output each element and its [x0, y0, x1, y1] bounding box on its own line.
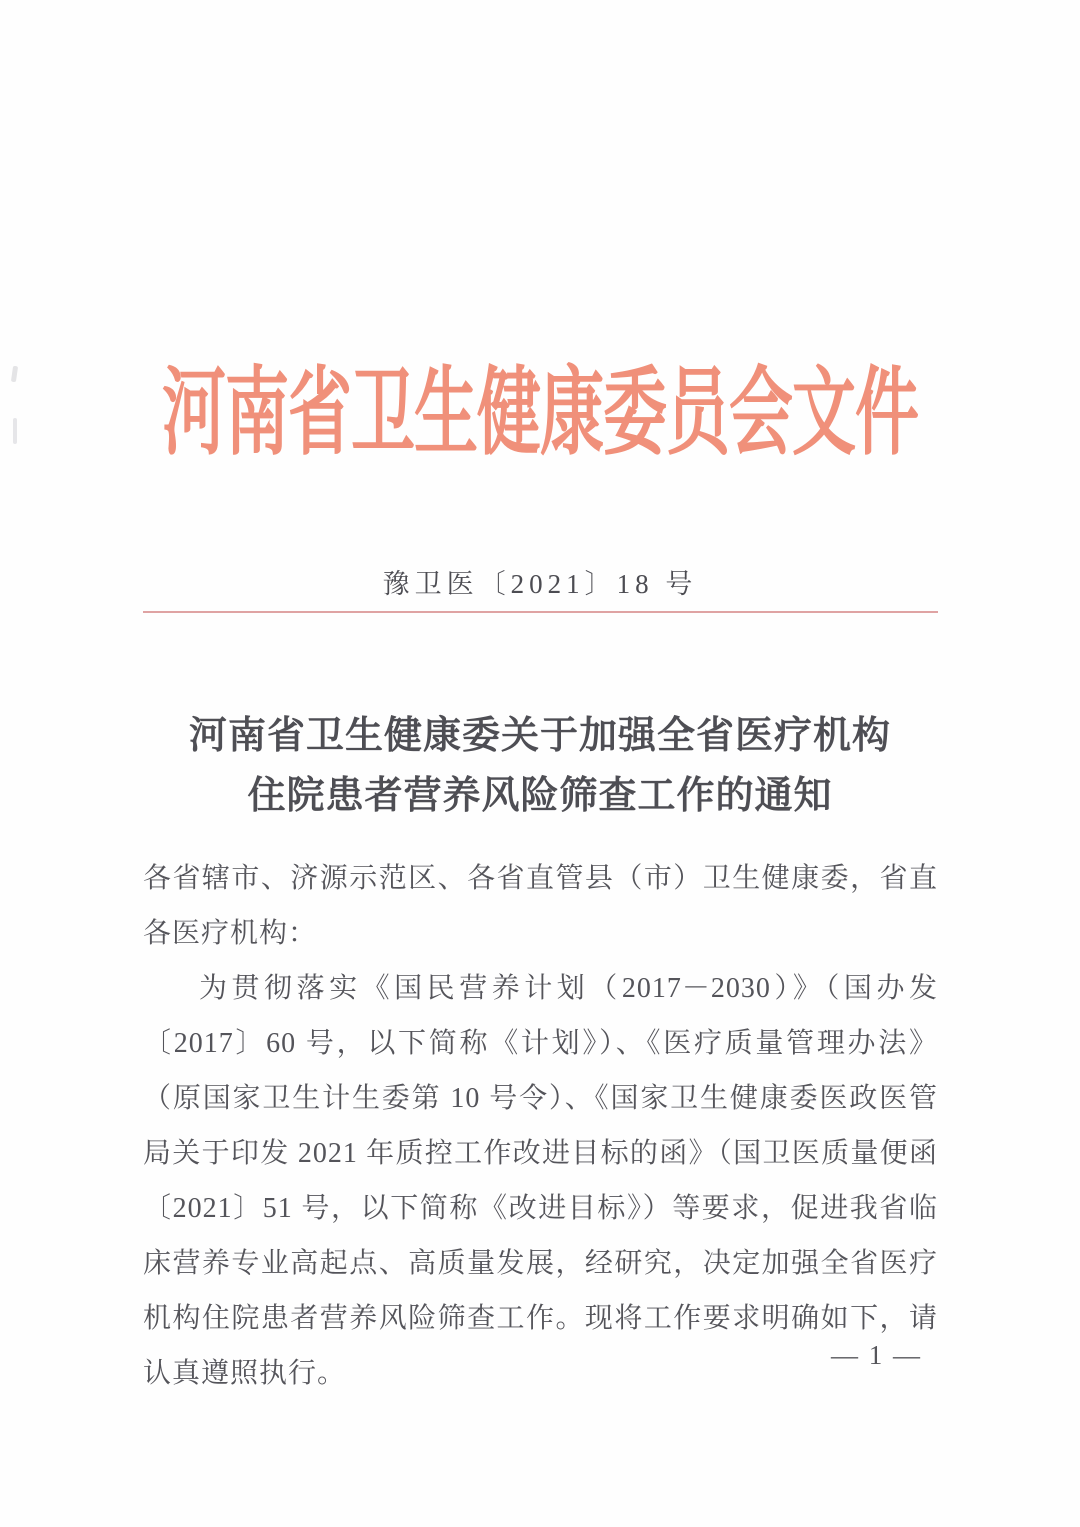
document-body [143, 851, 938, 1401]
red-divider-line [143, 611, 938, 613]
notice-title-line2: 住院患者营养风险筛查工作的通知 [247, 775, 833, 817]
body-paragraph: 为贯彻落实《国民营养计划（2017－2030）》（国办发〔2017〕60 号，以下简称《计划》）、《医疗质量管理办法》（原国家卫生计生委第 10 号令）、《国家卫生健康委医政医管局关于印发 2021 年质控工作改进目标的函》（国卫医质量便函〔2021〕51 号，以下简称《改进目标》）等要求，促进我省临床营养专业高起点、高质量发展，经研究，决定加强全省医疗机构住院患者营养风险筛查工作。现将工作要求明确如下，请认真遵照执行。 [143, 973, 938, 1389]
document-number: 豫卫医〔2021〕18 号 [382, 569, 698, 599]
red-letterhead-title: 河南省卫生健康委员会文件 [162, 360, 918, 467]
salutation-paragraph: 各省辖市、济源示范区、各省直管县（市）卫生健康委，省直各医疗机构： [143, 863, 938, 949]
notice-title-line1: 河南省卫生健康委关于加强全省医疗机构 [188, 715, 891, 757]
page-number: — 1 — [831, 1340, 922, 1370]
notice-title [90, 706, 990, 826]
